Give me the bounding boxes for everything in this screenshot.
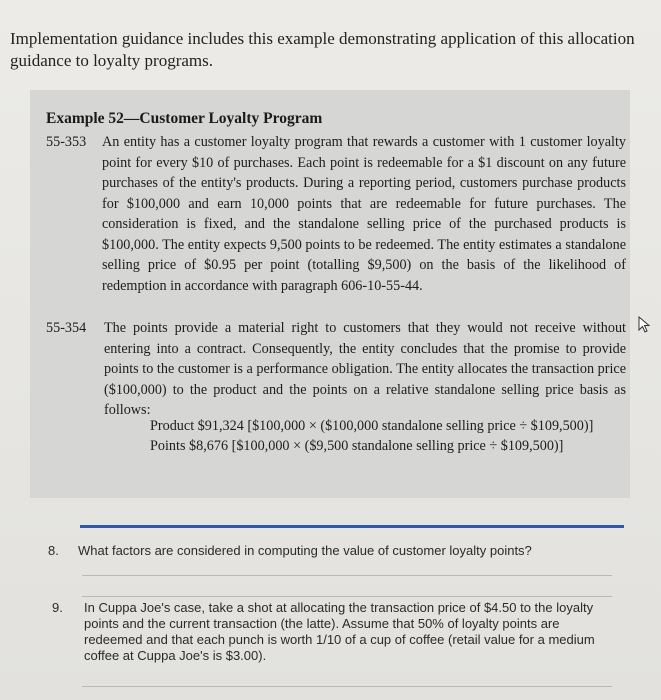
allocation-product: Product $91,324 [$100,000 × ($100,000 standalone selling price ÷ $109,500)] (150, 418, 594, 434)
example-title: Example 52—Customer Loyalty Program (46, 110, 323, 127)
section-divider (80, 525, 624, 528)
allocation-points: Points $8,676 [$100,000 × ($9,500 standalone selling price ÷ $109,500)] (150, 438, 564, 454)
question-number: 9. (52, 600, 63, 615)
question-text: What factors are considered in computing the value of customer loyalty points? (78, 543, 532, 558)
paragraph-55-353 (46, 132, 626, 312)
paragraph-number: 55-353 (46, 134, 87, 150)
answer-line[interactable] (82, 575, 612, 576)
paragraph-number: 55-354 (46, 320, 87, 336)
answer-line[interactable] (82, 596, 612, 597)
question-text: In Cuppa Joe's case, take a shot at allocating the transaction price of $4.50 to the loyalty points and the current transaction (the latte). Assume that 50% of loyalty points are redeemed and that each punch is worth 1/10 of a cup of coffee (retail value for a medium coffee at Cuppa Joe's is $3.00). (84, 600, 595, 663)
question-number: 8. (48, 543, 59, 558)
paragraph-text: The points provide a material right to customers that they would not receive without entering into a contract. Consequently, the entity concludes that the promise to provide points to the customer is a performance obligation. The entity allocates the transaction price ($100,000) to the product and the points on a relative standalone selling price basis as follows: (104, 320, 626, 418)
paragraph-55-354 (46, 318, 626, 428)
answer-line[interactable] (82, 686, 612, 687)
intro-text: Implementation guidance includes this example demonstrating application of this allocation guidance to loyalty programs. (10, 29, 635, 70)
paragraph-text: An entity has a customer loyalty program that rewards a customer with 1 customer loyalty point for every $10 of purchases. Each point is redeemable for a $1 discount on any future purchases of the entity's products. During a reporting period, customers purchase products for $100,000 and earn 10,000 points that are redeemable for future purchases. The consideration is fixed, and the standalone selling price of the purchased products is $100,000. The entity expects 9,500 points to be redeemed. The entity estimates a standalone selling price of $0.95 per point (totalling $9,500) on the basis of the likelihood of redemption in accordance with paragraph 606-10-55-44. (102, 134, 626, 294)
mouse-pointer-icon (638, 316, 652, 339)
